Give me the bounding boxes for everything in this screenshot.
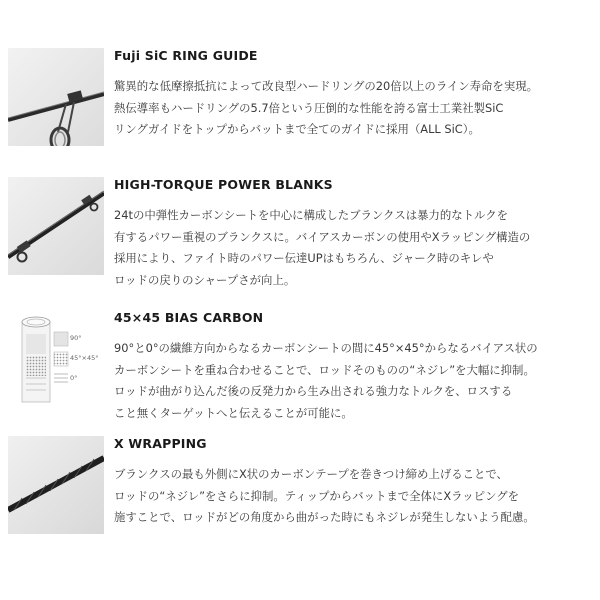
description-line: ロッドの戻りのシャープさが向上。 — [114, 272, 296, 287]
bias-carbon-diagram — [8, 308, 104, 406]
description-line: 施すことで、ロッドがどの角度から曲がった時にもネジレが発生しないよう配慮。 — [114, 510, 535, 524]
feature-title: HIGH-TORQUE POWER BLANKS — [114, 177, 333, 192]
description-line: 熱伝導率もハードリングの5.7倍という圧倒的な性能を誇る富士工業社製SiC — [114, 100, 504, 115]
description-line: 90°と0°の繊維方向からなるカーボンシートの間に45°×45°からなるバイアス状の — [114, 341, 538, 355]
feature-description — [114, 464, 598, 529]
diagram-label-0: 0° — [70, 374, 78, 382]
description-line: ブランクスの最も外側にX状のカーボンテープを巻きつけ締め上げることで、 — [114, 467, 508, 481]
description-line: リングガイドをトップからバットまで全てのガイドに採用（ALL SiC）。 — [114, 122, 480, 136]
feature-description — [114, 205, 598, 291]
feature-title: X WRAPPING — [114, 436, 207, 451]
description-line: カーボンシートを重ね合わせることで、ロッドそのものの“ネジレ”を大幅に抑制。 — [114, 362, 535, 377]
description-line: 24tの中弾性カーボンシートを中心に構成したブランクスは暴力的なトルクを — [114, 208, 508, 222]
feature-title: 45×45 BIAS CARBON — [114, 310, 264, 325]
description-line: 驚異的な低摩擦抵抗によって改良型ハードリングの20倍以上のライン寿命を実現。 — [114, 79, 538, 93]
x-wrapping-photo — [8, 436, 104, 534]
description-line: こと無くターゲットへと伝えることが可能に。 — [114, 405, 353, 420]
rod-blank-photo — [8, 177, 104, 275]
feature-description — [114, 338, 598, 424]
description-line: ロッドが曲がり込んだ後の反発力から生み出される強力なトルクを、ロスする — [114, 384, 513, 398]
diagram-label-45x45: 45°×45° — [70, 354, 99, 362]
feature-title: Fuji SiC RING GUIDE — [114, 48, 258, 63]
description-line: 採用により、ファイト時のパワー伝達UPはもちろん、ジャーク時のキレや — [114, 251, 494, 265]
ring-guide-photo — [8, 48, 104, 146]
description-line: ロッドの“ネジレ”をさらに抑制。ティップからバットまで全体にXラッピングを — [114, 488, 520, 503]
feature-description — [114, 76, 598, 141]
description-line: 有するパワー重視のブランクスに。バイアスカーボンの使用やXラッピング構造の — [114, 229, 531, 244]
diagram-label-90: 90° — [70, 334, 82, 342]
